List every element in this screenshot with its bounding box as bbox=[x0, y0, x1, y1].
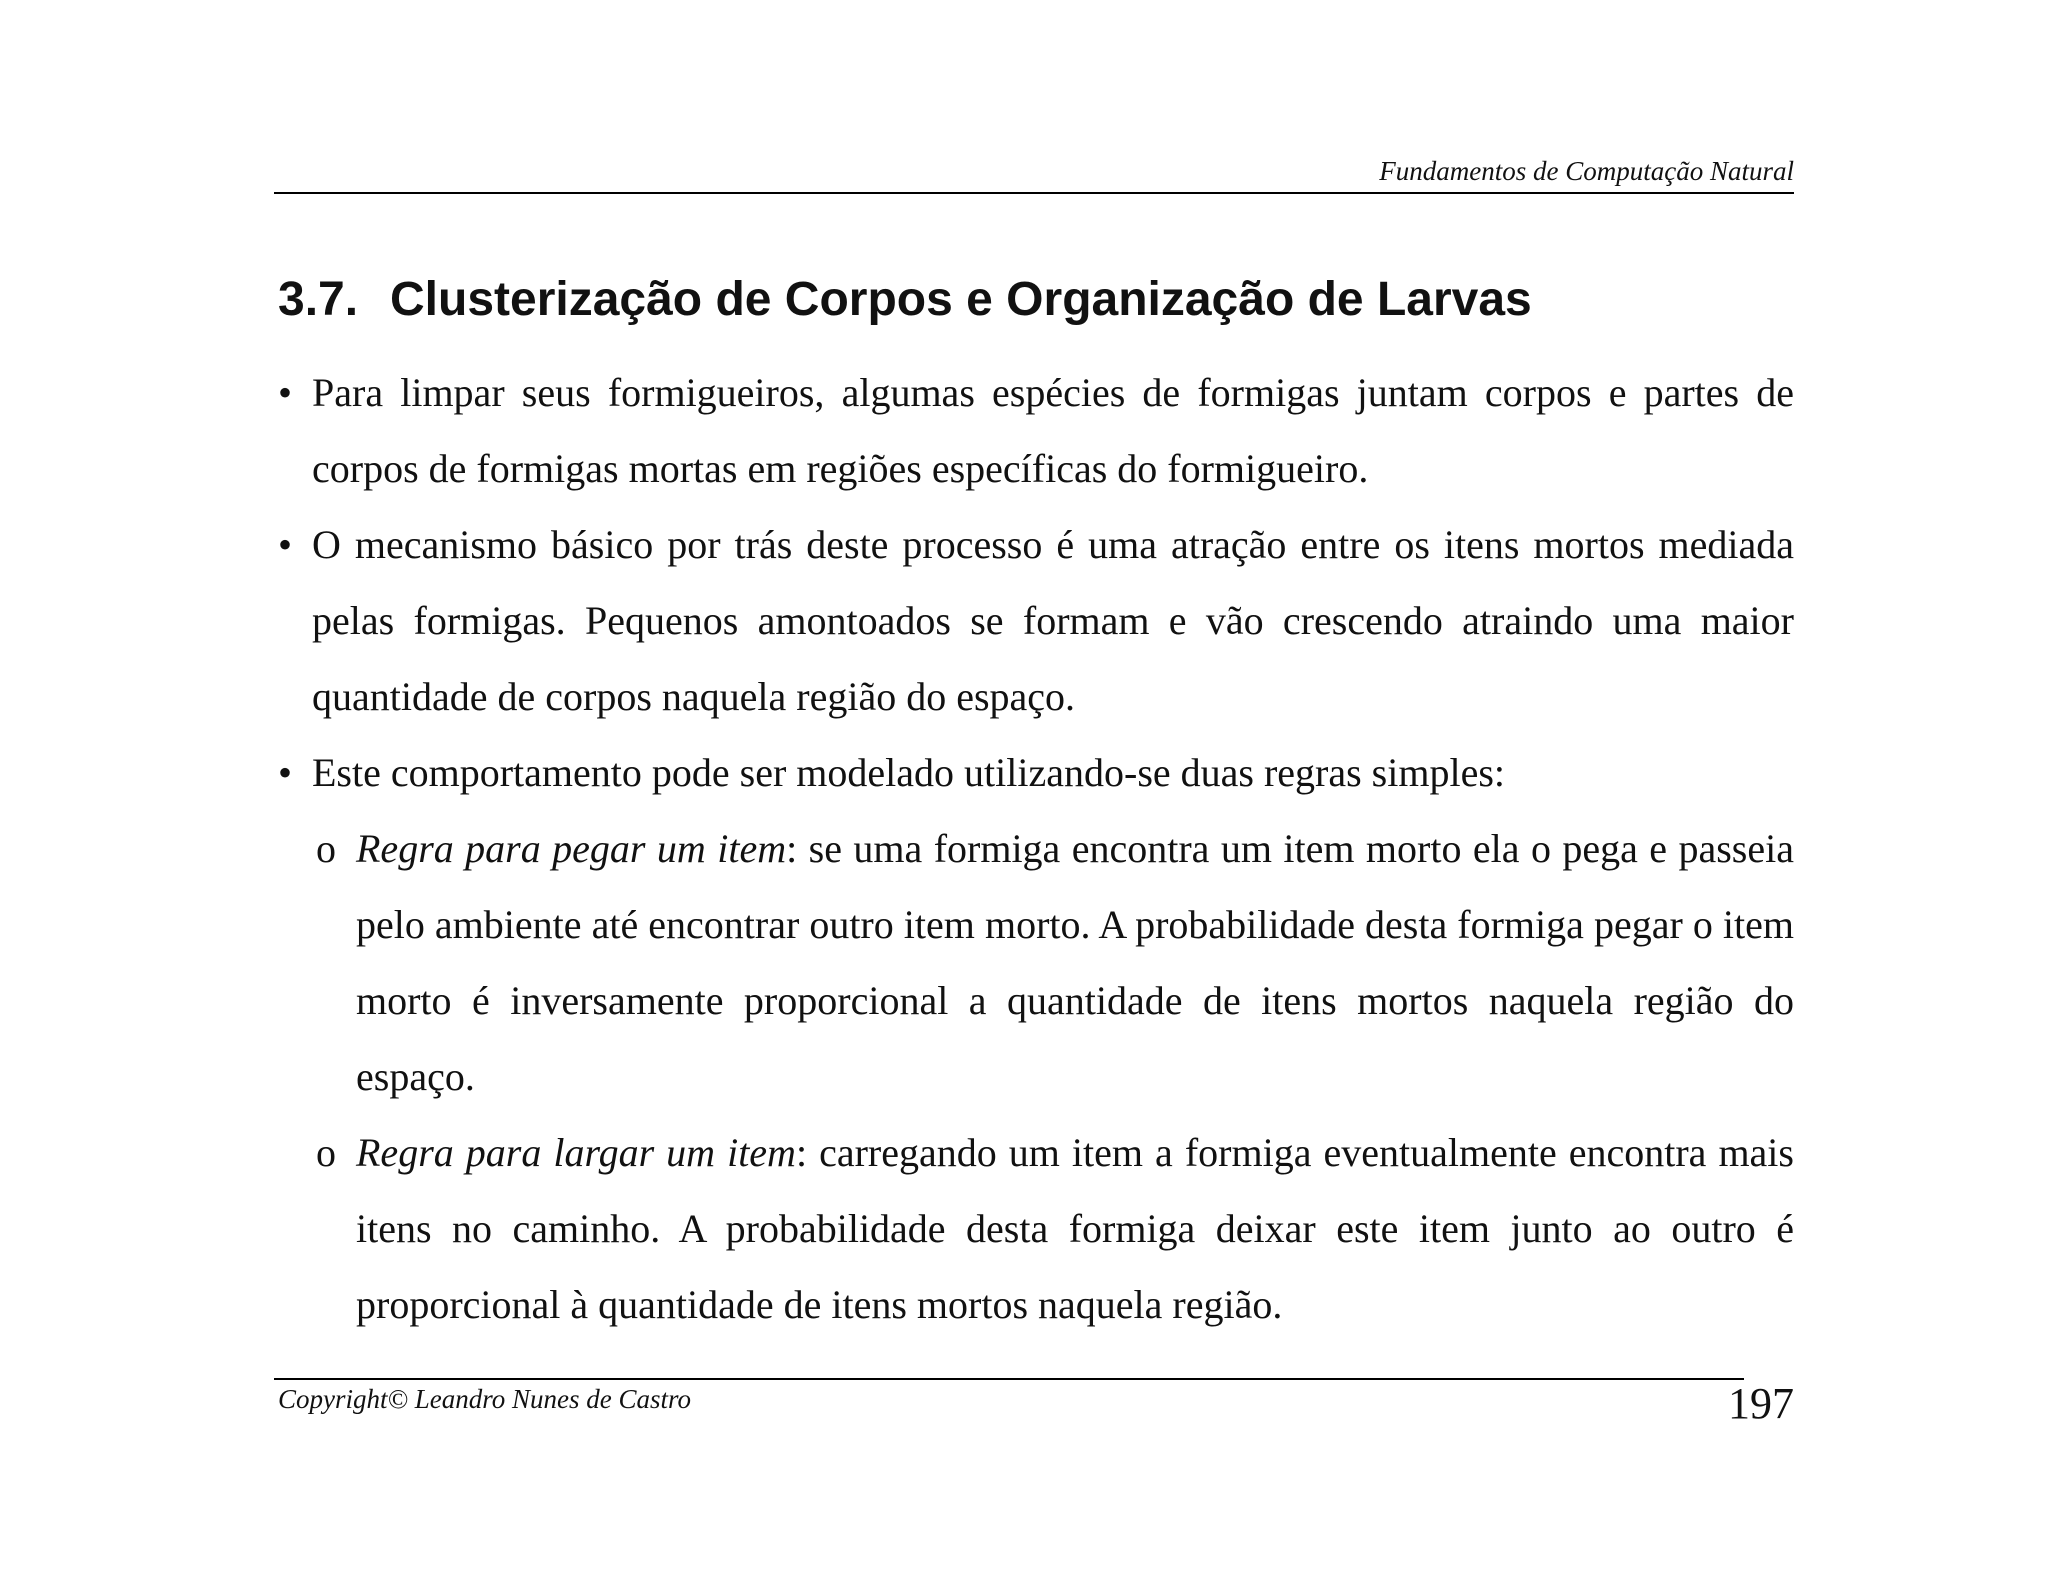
rule-term: Regra para pegar um item bbox=[356, 826, 787, 871]
bullet-item bbox=[278, 507, 1794, 735]
section-title-text: Clusterização de Corpos e Organização de Larvas bbox=[390, 273, 1532, 326]
bullet-item bbox=[278, 735, 1794, 811]
bullet-marker: • bbox=[278, 750, 293, 795]
bullet-text: Este comportamento pode ser modelado utilizando-se duas regras simples: bbox=[312, 750, 1506, 795]
page-number: 197 bbox=[1728, 1379, 1794, 1428]
rule-item bbox=[278, 811, 1794, 1115]
header-rule bbox=[274, 192, 1794, 194]
sub-bullet-marker: o bbox=[316, 1130, 336, 1175]
rule-text: : carregando um item a formiga eventualmente encontra mais itens no caminho. A probabilidade desta formiga deixar este item junto ao outro é proporcional à quantidade de itens mortos naquela região. bbox=[356, 1130, 1794, 1327]
bullet-marker: • bbox=[278, 370, 293, 415]
rule-text: : se uma formiga encontra um item morto ela o pega e passeia pelo ambiente até encontrar outro item morto. A probabilidade desta formiga pegar o item morto é inversamente proporcional a quantidade de itens mortos naquela região do espaço. bbox=[356, 826, 1794, 1099]
bullet-text: Para limpar seus formigueiros, algumas espécies de formigas juntam corpos e partes de corpos de formigas mortas em regiões específicas do formigueiro. bbox=[312, 370, 1794, 491]
section-title bbox=[278, 272, 1532, 327]
bullet-item bbox=[278, 355, 1794, 507]
page-body bbox=[278, 355, 1794, 1343]
sub-bullet-marker: o bbox=[316, 826, 336, 871]
footer-rule bbox=[274, 1378, 1744, 1380]
bullet-marker: • bbox=[278, 522, 293, 567]
rule-term: Regra para largar um item bbox=[356, 1130, 796, 1175]
rule-item bbox=[278, 1115, 1794, 1343]
section-number: 3.7. bbox=[278, 273, 359, 326]
copyright-notice: Copyright© Leandro Nunes de Castro bbox=[278, 1384, 692, 1414]
bullet-text: O mecanismo básico por trás deste processo é uma atração entre os itens mortos mediada pelas formigas. Pequenos amontoados se formam e vão crescendo atraindo uma maior quantidade de corpos naquela região do espaço. bbox=[312, 522, 1794, 719]
running-header: Fundamentos de Computação Natural bbox=[1379, 156, 1794, 186]
